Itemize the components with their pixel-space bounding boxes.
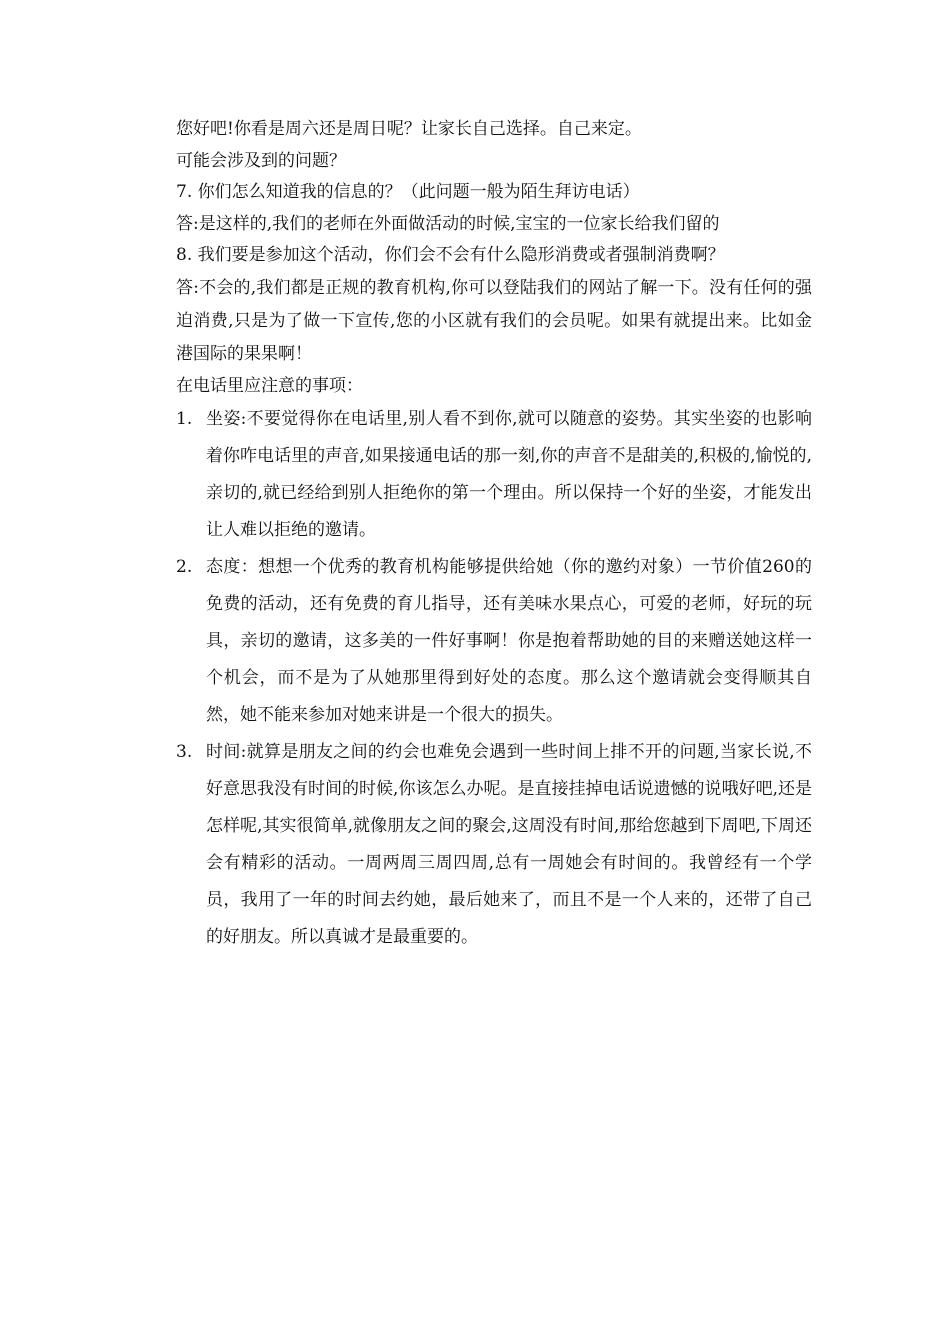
notes-list xyxy=(176,401,812,956)
note-text: 时间:就算是朋友之间的约会也难免会遇到一些时间上排不开的问题,当家长说,不好意思我没有时间的时候,你该怎么办呢。是直接挂掉电话说遗憾的说哦好吧,还是怎样呢,其实很简单,就像朋友之间的聚会,这周没有时间,那给您越到下周吧,下周还会有精彩的活动。一周两周三周四周,总有一周她会有时间的。我曾经有一个学员，我用了一年的时间去约她，最后她来了，而且不是一个人来的，还带了自己的好朋友。所以真诚才是最重要的。 xyxy=(206,741,812,947)
document-body xyxy=(176,114,812,956)
note-item xyxy=(176,549,812,734)
intro-line-1: 您好吧!你看是周六还是周日呢？让家长自己选择。自己来定。 xyxy=(176,119,642,139)
notes-heading: 在电话里应注意的事项： xyxy=(176,375,363,396)
question-7: 7. 你们怎么知道我的信息的？（此问题一般为陌生拜访电话） xyxy=(176,182,640,202)
note-item xyxy=(176,401,812,549)
question-8: 8. 我们要是参加这个活动，你们会不会有什么隐形消费或者强制消费啊？ xyxy=(176,245,725,265)
questions-heading: 可能会涉及到的问题？ xyxy=(176,150,346,171)
note-item xyxy=(176,734,812,956)
answer-7: 答:是这样的,我们的老师在外面做活动的时候,宝宝的一位家长给我们留的 xyxy=(176,213,720,234)
answer-8: 答:不会的,我们都是正规的教育机构,你可以登陆我们的网站了解一下。没有任何的强迫消费,只是为了做一下宣传,您的小区就有我们的会员呢。如果有就提出来。比如金港国际的果果啊！ xyxy=(176,277,812,364)
note-number: 3. xyxy=(176,741,193,762)
note-text: 坐姿:不要觉得你在电话里,别人看不到你,就可以随意的姿势。其实坐姿的也影响着你咋电话里的声音,如果接通电话的那一刻,你的声音不是甜美的,积极的,愉悦的,亲切的,就已经给到别人拒绝你的第一个理由。所以保持一个好的坐姿，才能发出让人难以拒绝的邀请。 xyxy=(206,408,812,540)
note-text: 态度：想想一个优秀的教育机构能够提供给她（你的邀约对象）一节价值260的免费的活动，还有免费的育儿指导，还有美味水果点心，可爱的老师，好玩的玩具，亲切的邀请，这多美的一件好事啊！你是抱着帮助她的目的来赠送她这样一个机会，而不是为了从她那里得到好处的态度。那么这个邀请就会变得顺其自然，她不能来参加对她来讲是一个很大的损失。 xyxy=(206,556,812,725)
note-number: 1. xyxy=(176,408,193,429)
note-number: 2. xyxy=(176,556,193,577)
